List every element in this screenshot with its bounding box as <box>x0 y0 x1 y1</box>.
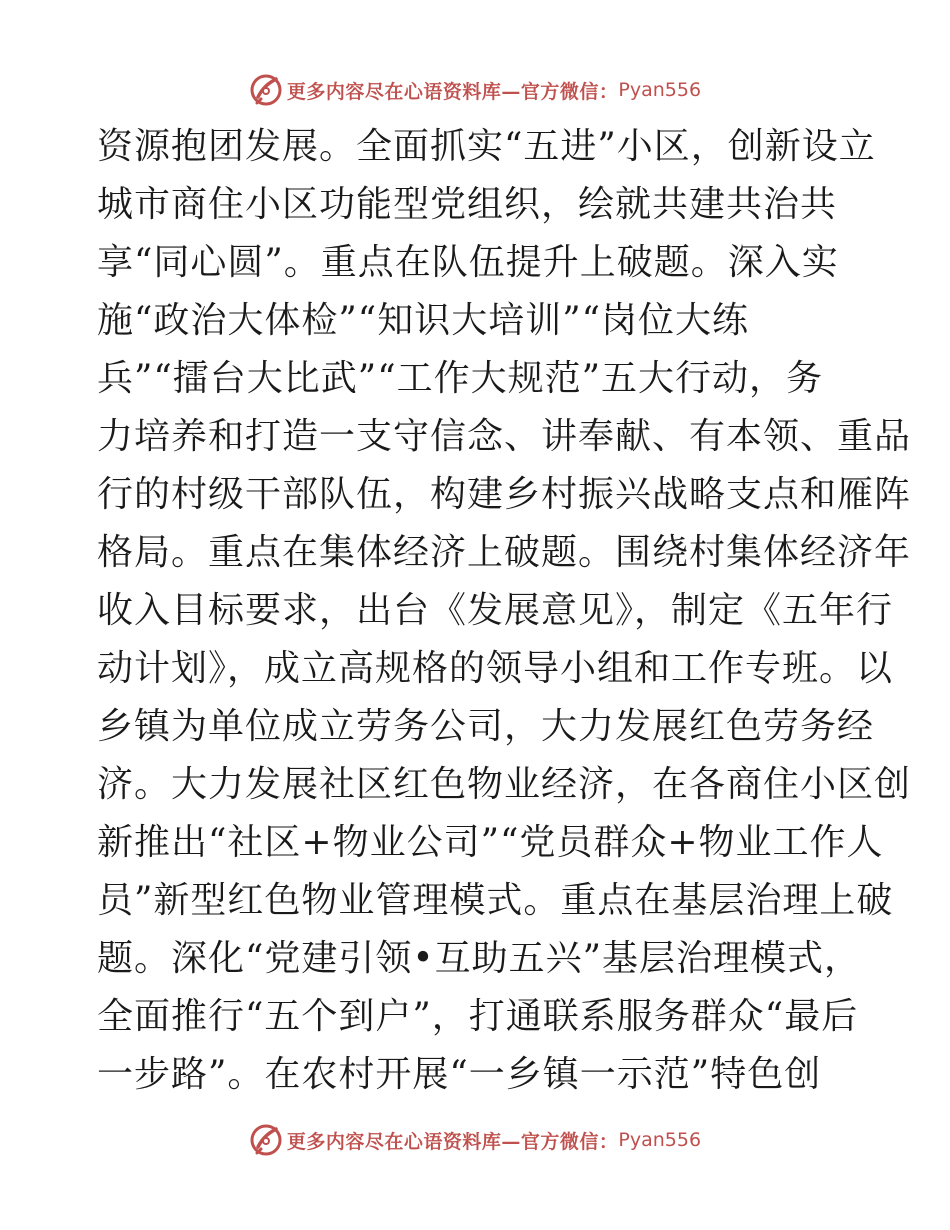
body-line: 乡镇为单位成立劳务公司，大力发展红色劳务经 <box>97 706 875 747</box>
body-line: 新推出“社区+物业公司”“党员群众+物业工作人 <box>97 822 884 863</box>
body-line: 享“同心圆”。重点在队伍提升上破题。深入实 <box>97 242 839 283</box>
header-banner <box>0 70 950 110</box>
body-line: 兵”“擂台大比武”“工作大规范”五大行动，务 <box>97 358 824 399</box>
footer-wechat-id: Pyan556 <box>618 1129 702 1151</box>
body-line: 格局。重点在集体经济上破题。围绕村集体经济年 <box>97 532 912 573</box>
body-line: 动计划》，成立高规格的领导小组和工作专班。以 <box>97 648 894 689</box>
body-line: 城市商住小区功能型党组织，绘就共建共治共 <box>97 184 838 225</box>
body-line: 施“政治大体检”“知识大培训”“岗位大练 <box>97 300 750 341</box>
document-body <box>97 118 912 1104</box>
body-line: 一步路”。在农村开展“一乡镇一示范”特色创 <box>97 1054 822 1095</box>
body-line: 收入目标要求，出台《发展意见》，制定《五年行 <box>97 590 894 631</box>
body-line: 员”新型红色物业管理模式。重点在基层治理上破 <box>97 880 894 921</box>
body-line: 资源抱团发展。全面抓实“五进”小区，创新设立 <box>97 126 876 167</box>
header-text: 更多内容尽在心语资料库—官方微信： <box>286 80 619 103</box>
footer-banner <box>0 1120 950 1160</box>
body-line: 行的村级干部队伍，构建乡村振兴战略支点和雁阵 <box>97 474 912 515</box>
handwriting-logo-icon <box>249 73 283 107</box>
footer-text: 更多内容尽在心语资料库—官方微信： <box>286 1130 619 1153</box>
body-line: 济。大力发展社区红色物业经济，在各商住小区创 <box>97 764 912 805</box>
body-line: 全面推行“五个到户”，打通联系服务群众“最后 <box>97 996 859 1037</box>
body-line: 力培养和打造一支守信念、讲奉献、有本领、重品 <box>97 416 912 457</box>
handwriting-logo-icon <box>249 1123 283 1157</box>
body-line: 题。深化“党建引领•互助五兴”基层治理模式， <box>97 938 862 979</box>
header-wechat-id: Pyan556 <box>618 79 702 101</box>
